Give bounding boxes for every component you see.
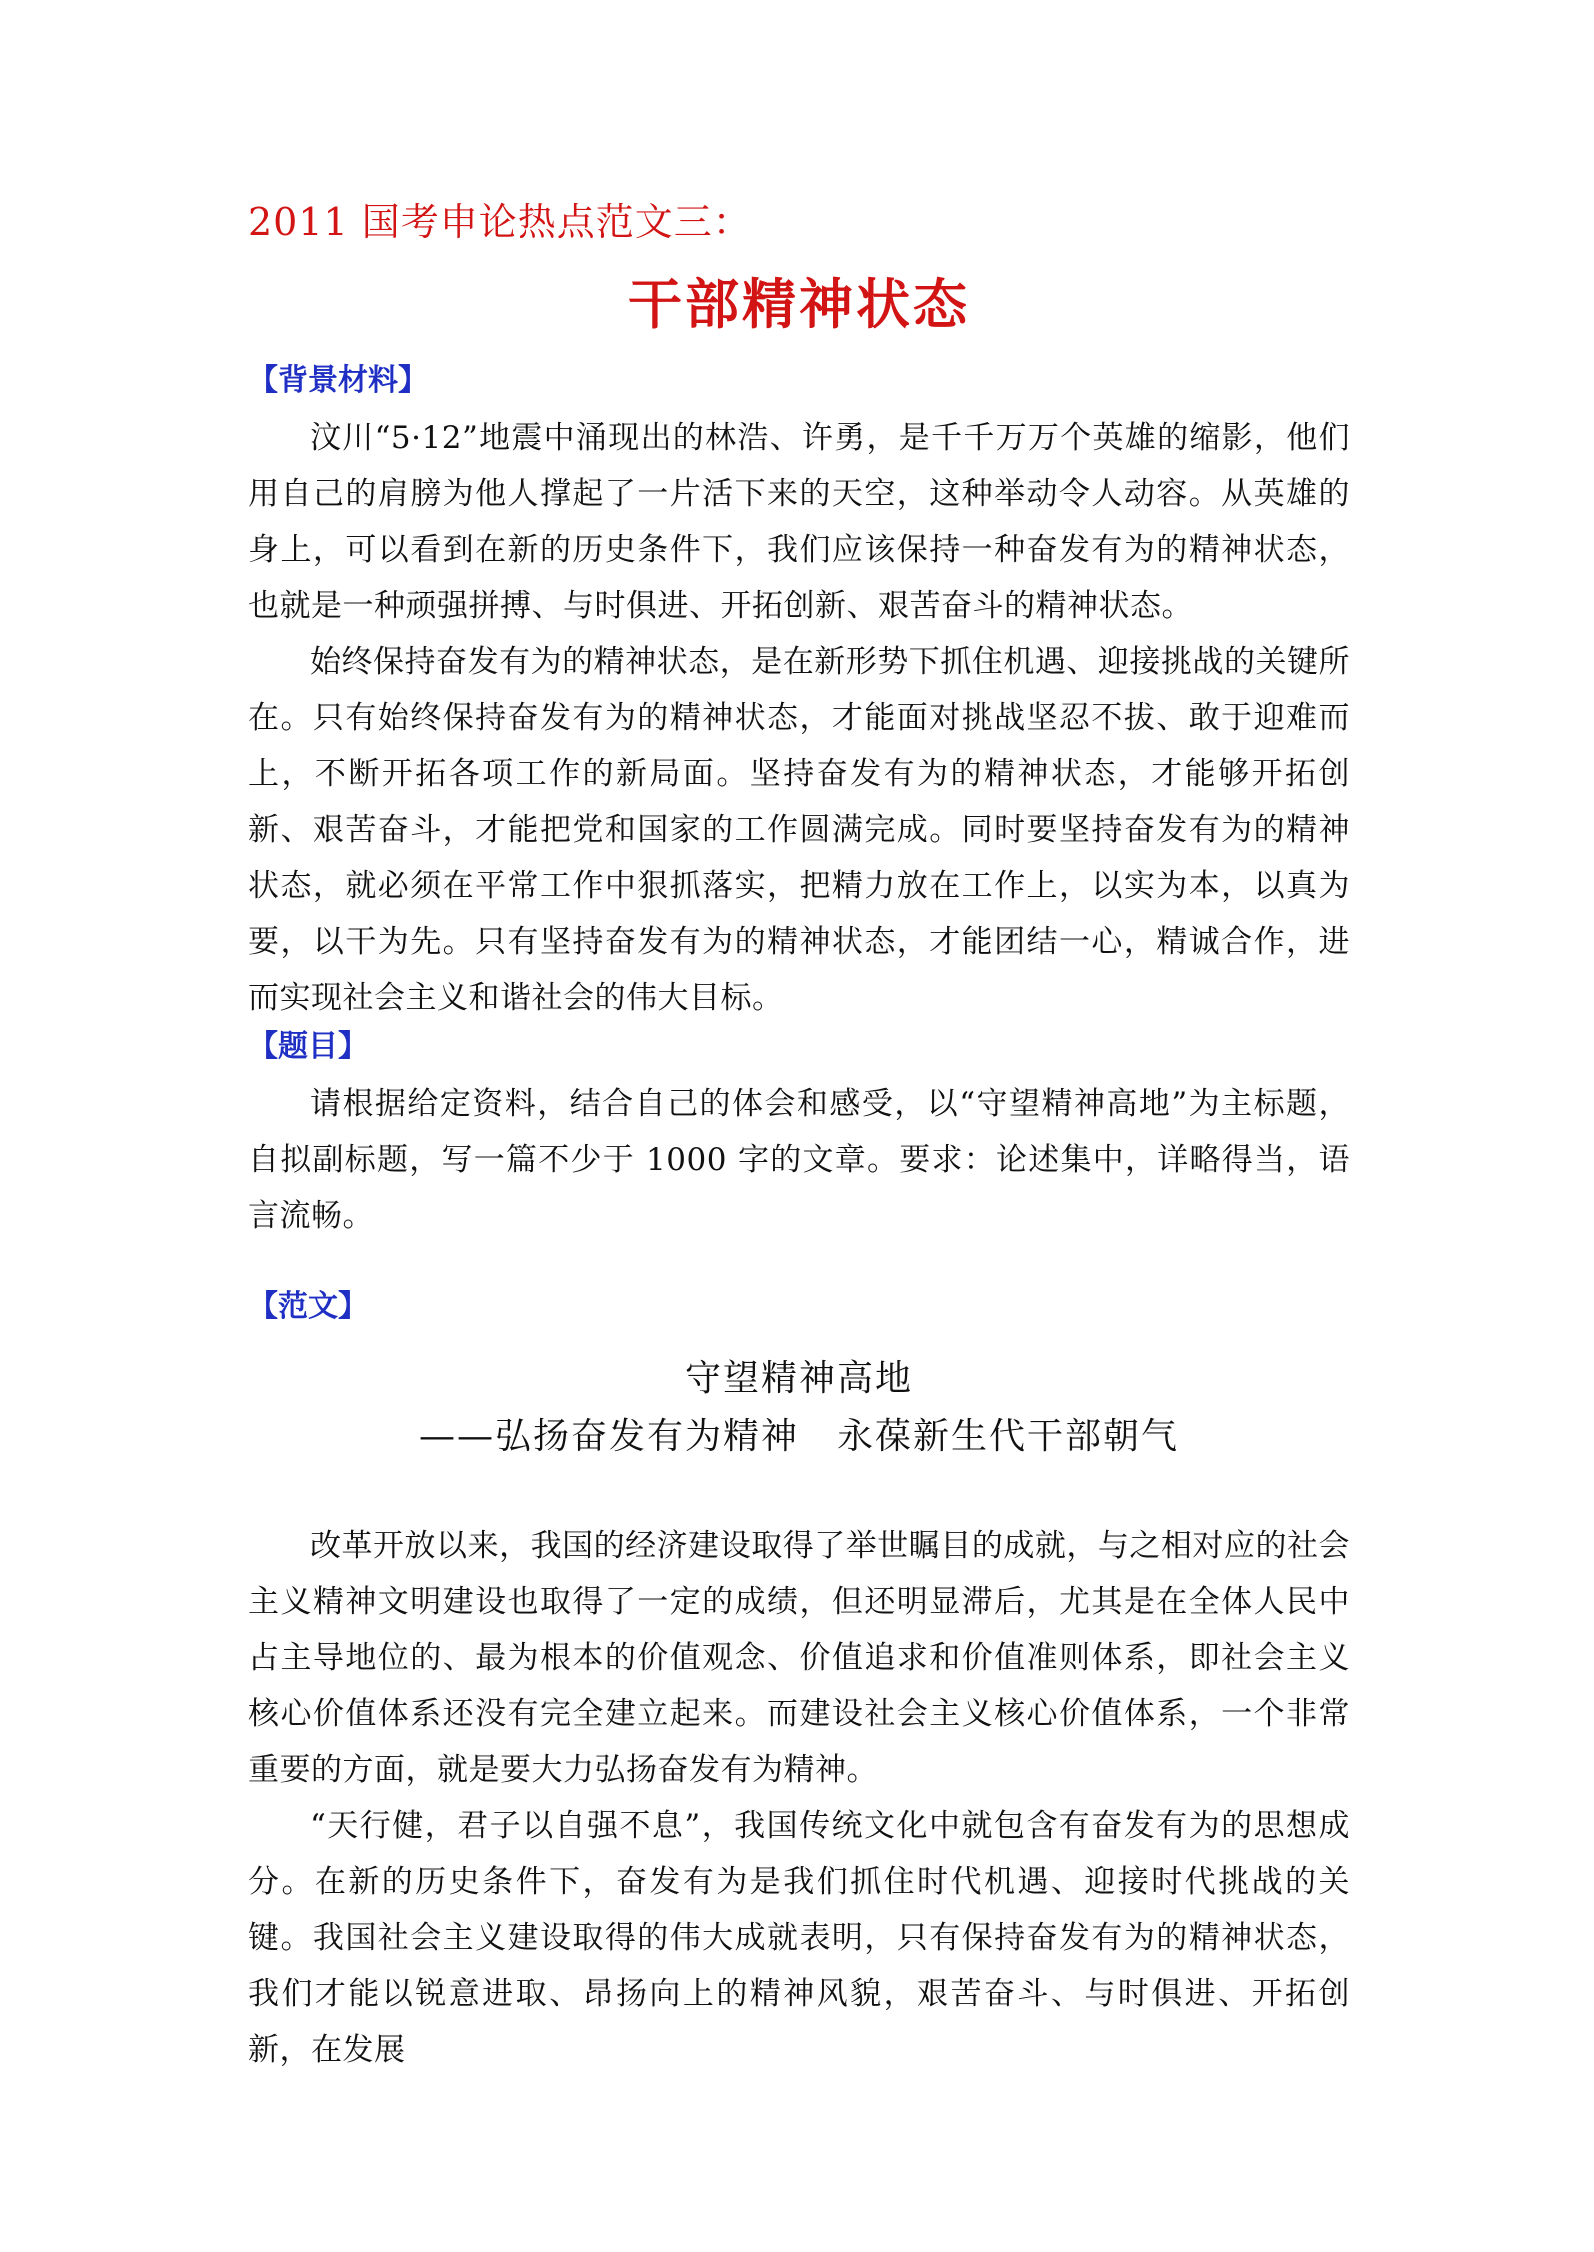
- essay-paragraph-1: 改革开放以来，我国的经济建设取得了举世瞩目的成就，与之相对应的社会主义精神文明建设也取得了一定的成绩，但还明显滞后，尤其是在全体人民中占主导地位的、最为根本的价值观念、价值追求和价值准则体系，即社会主义核心价值体系还没有完全建立起来。而建设社会主义核心价值体系，一个非常重要的方面，就是要大力弘扬奋发有为精神。: [248, 1528, 1350, 1788]
- document-content: [248, 196, 1350, 2078]
- essay-section-label: 【范文】: [248, 1289, 368, 1324]
- question-paragraph: 请根据给定资料，结合自己的体会和感受，以“守望精神高地”为主标题，自拟副标题，写一篇不少于 1000 字的文章。要求：论述集中，详略得当，语言流畅。: [248, 1086, 1350, 1234]
- question-section-label: 【题目】: [248, 1029, 368, 1064]
- background-paragraph-2: 始终保持奋发有为的精神状态，是在新形势下抓住机遇、迎接挑战的关键所在。只有始终保持奋发有为的精神状态，才能面对挑战坚忍不拔、敢于迎难而上，不断开拓各项工作的新局面。坚持奋发有为的精神状态，才能够开拓创新、艰苦奋斗，才能把党和国家的工作圆满完成。同时要坚持奋发有为的精神状态，就必须在平常工作中狠抓落实，把精力放在工作上，以实为本，以真为要，以干为先。只有坚持奋发有为的精神状态，才能团结一心，精诚合作，进而实现社会主义和谐社会的伟大目标。: [248, 644, 1350, 1016]
- background-section-label: 【背景材料】: [248, 363, 428, 398]
- essay-title: 守望精神高地: [684, 1358, 913, 1399]
- series-title: 2011 国考申论热点范文三：: [248, 200, 752, 244]
- essay-paragraph-2: “天行健，君子以自强不息”，我国传统文化中就包含有奋发有为的思想成分。在新的历史条件下，奋发有为是我们抓住时代机遇、迎接时代挑战的关键。我国社会主义建设取得的伟大成就表明，只有保持奋发有为的精神状态，我们才能以锐意进取、昂扬向上的精神风貌，艰苦奋斗、与时俱进、开拓创新，在发展: [248, 1808, 1350, 2068]
- background-paragraph-1: 汶川“5·12”地震中涌现出的林浩、许勇，是千千万万个英雄的缩影，他们用自己的肩膀为他人撑起了一片活下来的天空，这种举动令人动容。从英雄的身上，可以看到在新的历史条件下，我们应该保持一种奋发有为的精神状态，也就是一种顽强拼搏、与时俱进、开拓创新、艰苦奋斗的精神状态。: [248, 420, 1350, 624]
- section-spacer: [248, 1244, 1350, 1286]
- essay-subtitle: ——弘扬奋发有为精神 永葆新生代干部朝气: [418, 1416, 1179, 1457]
- main-title: 干部精神状态: [628, 273, 970, 336]
